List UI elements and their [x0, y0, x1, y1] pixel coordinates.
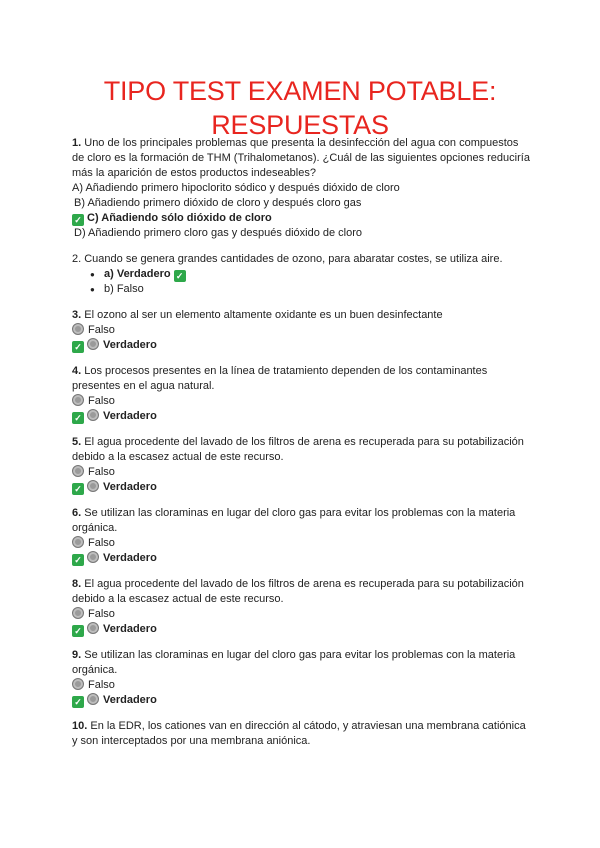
option-falso: [72, 678, 532, 693]
option-falso: [72, 607, 532, 622]
option-label: C) Añadiendo sólo dióxido de cloro: [87, 212, 272, 224]
question-3-text: [72, 308, 532, 323]
question-10-text: [72, 719, 532, 749]
check-mark-icon: ✓: [72, 696, 84, 708]
option-label: Verdadero: [103, 339, 157, 351]
radio-circle-icon: [72, 607, 84, 619]
option-d: D) Añadiendo primero cloro gas y después dióxido de cloro: [74, 227, 362, 239]
question-stem: . Cuando se genera grandes cantidades de ozono, para abaratar costes, se utiliza aire.: [78, 253, 503, 265]
option-label: Falso: [88, 537, 115, 549]
option-falso: [72, 394, 532, 409]
question-1-text: [72, 136, 532, 181]
option-label: a) Verdadero: [104, 268, 171, 280]
option-label: Falso: [88, 395, 115, 407]
option-a: A) Añadiendo primero hipoclorito sódico y después dióxido de cloro: [72, 182, 400, 194]
question-number: 10.: [72, 720, 88, 732]
question-number: 5.: [72, 436, 82, 448]
option-label: Verdadero: [103, 623, 157, 635]
question-stem: Se utilizan las cloraminas en lugar del cloro gas para evitar los problemas con la materia orgánica.: [72, 507, 516, 534]
question-8: [72, 577, 532, 637]
check-mark-icon: ✓: [174, 270, 186, 282]
question-number: 2: [72, 253, 79, 265]
page-title: [0, 74, 600, 142]
question-6: [72, 506, 532, 566]
check-mark-icon: ✓: [72, 625, 84, 637]
option-verdadero-correct: [72, 551, 532, 566]
option-label: Falso: [88, 466, 115, 478]
question-9-text: [72, 648, 532, 678]
radio-circle-icon: [72, 394, 84, 406]
option-verdadero-correct: [72, 622, 532, 637]
title-line-1: TIPO TEST EXAMEN POTABLE:: [103, 76, 497, 106]
question-number: 3.: [72, 309, 82, 321]
option-c-correct: [72, 211, 532, 226]
option-label: Verdadero: [103, 410, 157, 422]
check-mark-icon: ✓: [72, 412, 84, 424]
question-3: [72, 308, 532, 353]
question-5-text: [72, 435, 532, 465]
question-5: [72, 435, 532, 495]
question-4-text: [72, 364, 532, 394]
radio-circle-icon: [72, 536, 84, 548]
radio-circle-icon: [87, 551, 99, 563]
question-stem: Uno de los principales problemas que presenta la desinfección del agua con compuestos de cloro es la formación de THM (Trihalometanos). ¿Cuál de las siguientes opciones reduciría más la aparición de estos productos indeseables?: [72, 137, 530, 179]
radio-circle-icon: [72, 465, 84, 477]
option-verdadero-correct: [72, 409, 532, 424]
question-number: 9.: [72, 649, 82, 661]
option-falso: [72, 536, 532, 551]
option-label: Falso: [88, 324, 115, 336]
check-mark-icon: ✓: [72, 554, 84, 566]
question-number: 1.: [72, 137, 82, 149]
option-falso: [72, 323, 532, 338]
option-falso: [72, 465, 532, 480]
radio-circle-icon: [87, 622, 99, 634]
radio-circle-icon: [87, 480, 99, 492]
option-label: Verdadero: [103, 694, 157, 706]
question-stem: El ozono al ser un elemento altamente oxidante es un buen desinfectante: [81, 309, 443, 321]
option-b: ● b) Falso: [90, 282, 532, 297]
radio-circle-icon: [87, 693, 99, 705]
option-list: [72, 267, 532, 297]
question-number: 4.: [72, 365, 82, 377]
option-a-correct: [90, 267, 532, 282]
question-number: 8.: [72, 578, 82, 590]
question-10: [72, 719, 532, 749]
option-verdadero-correct: [72, 693, 532, 708]
question-6-text: [72, 506, 532, 536]
option-label: Falso: [88, 608, 115, 620]
radio-circle-icon: [72, 323, 84, 335]
check-mark-icon: ✓: [72, 483, 84, 495]
radio-circle-icon: [87, 409, 99, 421]
option-verdadero-correct: [72, 338, 532, 353]
question-stem: En la EDR, los cationes van en dirección al cátodo, y atraviesan una membrana catiónica y son interceptados por una membrana aniónica.: [72, 720, 526, 747]
question-2-text: [72, 252, 532, 267]
question-stem: Los procesos presentes en la línea de tratamiento dependen de los contaminantes presentes en el agua natural.: [72, 365, 488, 392]
option-label: Verdadero: [103, 481, 157, 493]
radio-circle-icon: [72, 678, 84, 690]
option-label: Falso: [88, 679, 115, 691]
question-stem: El agua procedente del lavado de los filtros de arena es recuperada para su potabilización debido a la escasez actual de este recurso.: [72, 578, 524, 605]
question-number: 6.: [72, 507, 82, 519]
question-8-text: [72, 577, 532, 607]
option-verdadero-correct: [72, 480, 532, 495]
check-mark-icon: ✓: [72, 341, 84, 353]
radio-circle-icon: [87, 338, 99, 350]
option-b: B) Añadiendo primero dióxido de cloro y después cloro gas: [74, 197, 362, 209]
question-1: [72, 136, 532, 241]
question-4: [72, 364, 532, 424]
question-stem: El agua procedente del lavado de los filtros de arena es recuperada para su potabilización debido a la escasez actual de este recurso.: [72, 436, 524, 463]
question-stem: Se utilizan las cloraminas en lugar del cloro gas para evitar los problemas con la materia orgánica.: [72, 649, 516, 676]
question-9: [72, 648, 532, 708]
question-2: [72, 252, 532, 297]
questions-body: [72, 136, 532, 760]
option-label: Verdadero: [103, 552, 157, 564]
check-mark-icon: ✓: [72, 214, 84, 226]
title-line-2: RESPUESTAS: [211, 110, 389, 140]
